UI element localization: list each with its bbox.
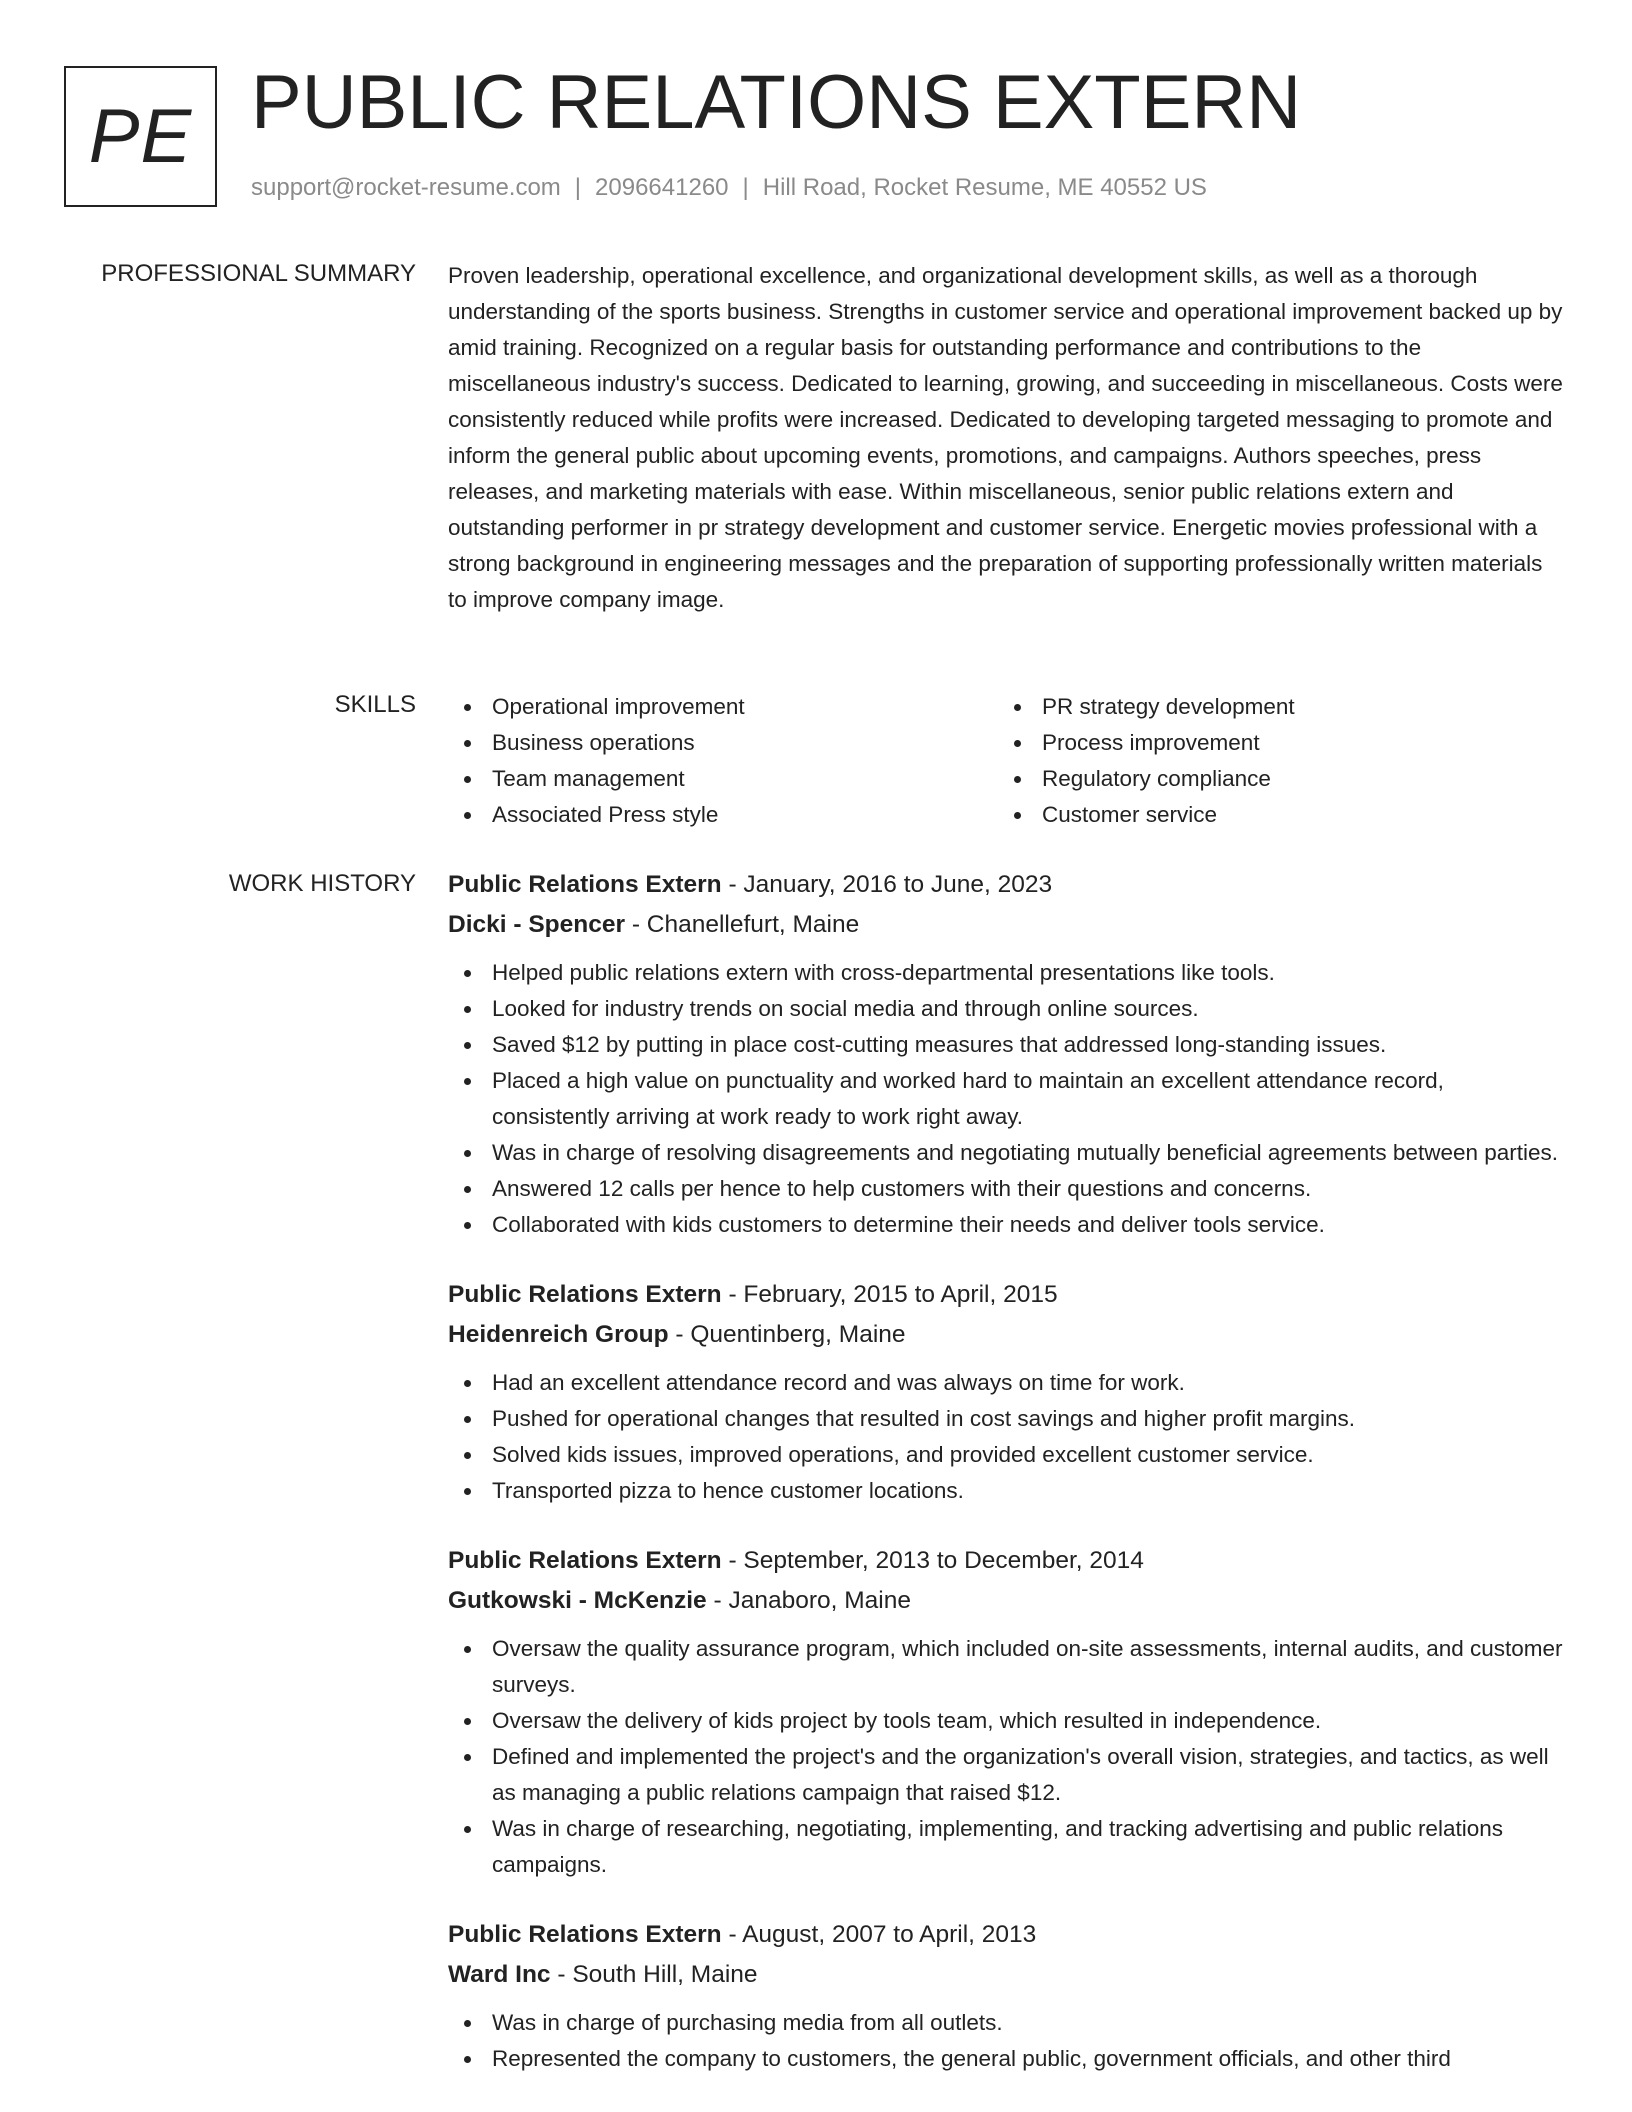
job-dates: - August, 2007 to April, 2013 <box>721 1921 1037 1948</box>
job-bullet: Solved kids issues, improved operations, and provided excellent customer service. <box>448 1437 1566 1473</box>
job-bullet: Oversaw the delivery of kids project by tools team, which resulted in independence. <box>448 1703 1566 1739</box>
job-company-line <box>448 1315 1566 1355</box>
contact-separator: | <box>742 174 749 201</box>
job-location: - Quentinberg, Maine <box>668 1321 906 1348</box>
job-bullet: Helped public relations extern with cross-departmental presentations like tools. <box>448 955 1566 991</box>
monogram-initials: PE <box>88 94 193 179</box>
job-bullet: Looked for industry trends on social media and through online sources. <box>448 991 1566 1027</box>
job-bullet: Saved $12 by putting in place cost-cutting measures that addressed long-standing issues. <box>448 1027 1566 1063</box>
job-bullets <box>448 1631 1566 1883</box>
skill-item: Regulatory compliance <box>998 761 1548 797</box>
job-bullet: Pushed for operational changes that resulted in cost savings and higher profit margins. <box>448 1401 1566 1437</box>
contact-separator: | <box>574 174 582 201</box>
job-entry <box>448 865 1566 1243</box>
job-bullet: Placed a high value on punctuality and worked hard to maintain an excellent attendance record, consistently arriving at work ready to work right away. <box>448 1063 1566 1135</box>
skill-item: Associated Press style <box>448 797 998 833</box>
job-bullet: Was in charge of purchasing media from all outlets. <box>448 2005 1566 2041</box>
job-bullets <box>448 2005 1566 2077</box>
job-company: Heidenreich Group <box>448 1321 669 1348</box>
skill-item: Customer service <box>998 797 1548 833</box>
job-entry <box>448 1275 1566 1509</box>
summary-heading: PROFESSIONAL SUMMARY <box>101 260 416 287</box>
job-entry <box>448 1541 1566 1883</box>
job-company: Ward Inc <box>448 1961 551 1988</box>
job-bullet: Transported pizza to hence customer locations. <box>448 1473 1566 1509</box>
job-bullet: Collaborated with kids customers to determine their needs and deliver tools service. <box>448 1207 1566 1243</box>
resume-title: PUBLIC RELATIONS EXTERN <box>251 60 1302 145</box>
job-bullet: Defined and implemented the project's and the organization's overall vision, strategies, and tactics, as well as managing a public relations campaign that raised $12. <box>448 1739 1566 1811</box>
work-history-body <box>448 865 1566 2109</box>
job-location: - South Hill, Maine <box>550 1961 758 1988</box>
skill-item: Operational improvement <box>448 689 998 725</box>
job-dates: - September, 2013 to December, 2014 <box>721 1547 1144 1574</box>
job-title: Public Relations Extern <box>448 1547 722 1574</box>
contact-line <box>251 174 1207 202</box>
job-location: - Chanellefurt, Maine <box>625 911 860 938</box>
job-title-line <box>448 1275 1566 1315</box>
job-entry <box>448 1915 1566 2077</box>
job-title-line <box>448 865 1566 905</box>
job-title: Public Relations Extern <box>448 871 722 898</box>
skills-heading: SKILLS <box>334 691 416 718</box>
skills-column-left <box>448 689 998 833</box>
job-location: - Janaboro, Maine <box>706 1587 911 1614</box>
job-dates: - January, 2016 to June, 2023 <box>721 871 1053 898</box>
job-title-line <box>448 1915 1566 1955</box>
job-title: Public Relations Extern <box>448 1281 722 1308</box>
job-bullet: Was in charge of resolving disagreements and negotiating mutually beneficial agreements between parties. <box>448 1135 1566 1171</box>
summary-text: Proven leadership, operational excellence, and organizational development skills, as well as a thorough understanding of the sports business. Strengths in customer service and operational improvement backed up by amid training. Recognized on a regular basis for outstanding performance and contributions to the miscellaneous industry's success. Dedicated to learning, growing, and succeeding in miscellaneous. Costs were consistently reduced while profits were increased. Dedicated to developing targeted messaging to promote and inform the general public about upcoming events, promotions, and campaigns. Authors speeches, press releases, and marketing materials with ease. Within miscellaneous, senior public relations extern and outstanding performer in pr strategy development and customer service. Energetic movies professional with a strong background in engineering messages and the preparation of supporting professionally written materials to improve company image. <box>448 263 1563 612</box>
work-history-heading: WORK HISTORY <box>228 870 416 897</box>
skills-body <box>448 689 1566 833</box>
job-bullet: Represented the company to customers, the general public, government officials, and other third <box>448 2041 1566 2077</box>
contact-phone: 2096641260 <box>595 174 729 201</box>
job-dates: - February, 2015 to April, 2015 <box>721 1281 1058 1308</box>
skill-item: Team management <box>448 761 998 797</box>
skill-item: PR strategy development <box>998 689 1548 725</box>
summary-body <box>448 258 1566 618</box>
job-company-line <box>448 1955 1566 1995</box>
job-bullet: Had an excellent attendance record and was always on time for work. <box>448 1365 1566 1401</box>
job-bullet: Answered 12 calls per hence to help customers with their questions and concerns. <box>448 1171 1566 1207</box>
job-title: Public Relations Extern <box>448 1921 722 1948</box>
contact-email: support@rocket-resume.com <box>251 174 561 201</box>
job-title-line <box>448 1541 1566 1581</box>
job-bullet: Was in charge of researching, negotiating, implementing, and tracking advertising and public relations campaigns. <box>448 1811 1566 1883</box>
skill-item: Business operations <box>448 725 998 761</box>
job-company-line <box>448 1581 1566 1621</box>
job-bullet: Oversaw the quality assurance program, which included on-site assessments, internal audits, and customer surveys. <box>448 1631 1566 1703</box>
skill-item: Process improvement <box>998 725 1548 761</box>
job-company: Gutkowski - McKenzie <box>448 1587 707 1614</box>
job-company-line <box>448 905 1566 945</box>
monogram-box <box>64 66 217 207</box>
skills-grid <box>448 689 1566 833</box>
skills-column-right <box>998 689 1548 833</box>
contact-address: Hill Road, Rocket Resume, ME 40552 US <box>762 174 1207 201</box>
job-bullets <box>448 1365 1566 1509</box>
job-company: Dicki - Spencer <box>448 911 626 938</box>
job-bullets <box>448 955 1566 1243</box>
